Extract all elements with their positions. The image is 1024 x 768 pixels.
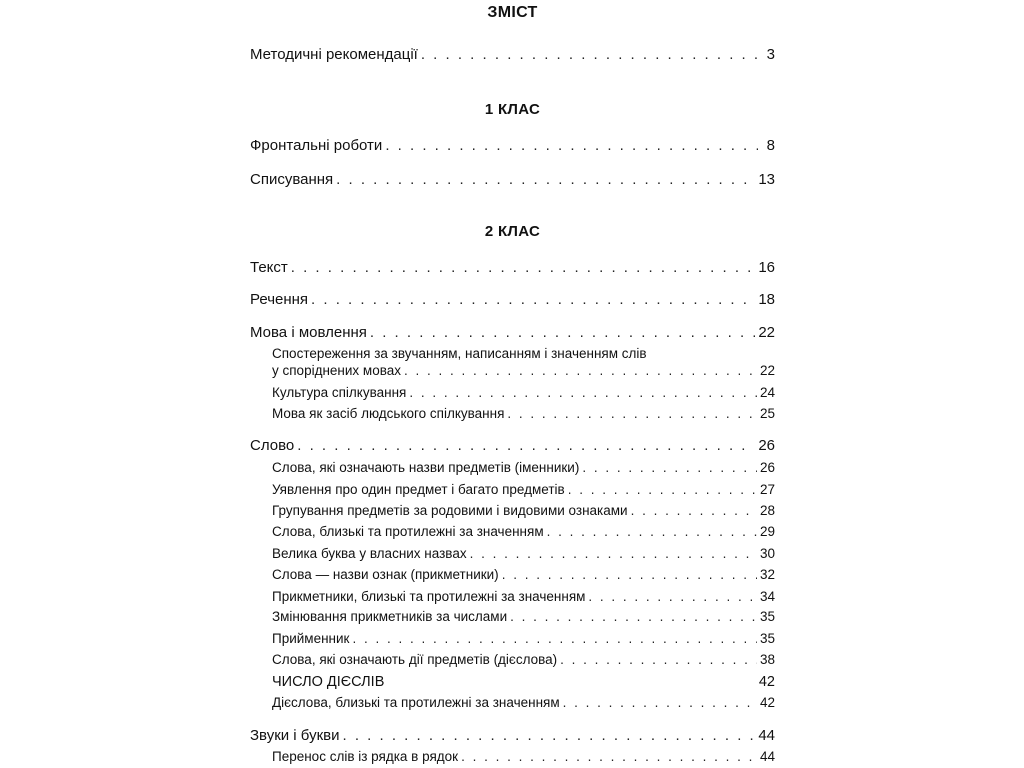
toc-entry [250,171,775,189]
toc-entry-page: 3 [766,46,775,63]
toc-entry-page: 42 [758,674,775,690]
toc-leader-dots [588,588,757,606]
toc-subentry [272,481,775,499]
toc-leader-dots [311,291,755,309]
toc-leader-dots [352,630,757,648]
toc-entry-page: 26 [758,437,775,454]
toc-leader-dots [409,384,757,402]
toc-entry-page: 22 [759,363,775,378]
toc-entry [250,437,775,455]
toc-subentry [272,362,775,380]
toc-entry-page: 22 [758,324,775,341]
toc-leader-dots [563,694,757,712]
toc-entry-page: 34 [759,589,775,604]
toc-entry-label: Фронтальні роботи [250,137,383,154]
toc-entry-label: у споріднених мовах [272,363,401,378]
toc-leader-dots [421,46,758,64]
toc-entry-page: 42 [759,695,775,710]
toc-entry-label: Слова, близькі та протилежні за значенням [272,524,544,539]
toc-entry [250,259,775,277]
toc-entry-label: ЧИСЛО ДІЄСЛІВ [272,674,385,690]
toc-leader-dots [560,651,757,669]
toc-entry-page: 38 [759,652,775,667]
toc-subentry [272,384,775,402]
toc-subentry [272,608,775,626]
toc-subentry-label-line1: Спостереження за звучанням, написанням і значенням слів [272,346,647,361]
toc-entry-page: 44 [759,749,775,764]
toc-entry-page: 8 [766,137,775,154]
toc-entry-label: Мова як засіб людського спілкування [272,406,505,421]
toc-entry-label: Групування предметів за родовими і видовими ознаками [272,503,628,518]
toc-entry-label: Прикметники, близькі та протилежні за значенням [272,589,586,604]
toc-entry-label: Слово [250,437,295,454]
toc-entry-page: 44 [758,727,775,744]
toc-subentry [272,694,775,712]
toc-leader-dots [461,748,757,766]
toc-leader-dots [470,545,757,563]
toc-entry [250,727,775,745]
toc-subentry [272,673,775,691]
toc-entry [250,137,775,155]
toc-entry-label: Слова, які означають назви предметів (іменники) [272,460,580,475]
toc-leader-dots [568,481,757,499]
toc-subentry [272,545,775,563]
toc-subentry [272,523,775,541]
toc-leader-dots [336,171,755,189]
toc-entry-label: Звуки і букви [250,727,340,744]
toc-leader-dots [582,459,757,477]
toc-entry-label: Велика буква у власних назвах [272,546,467,561]
toc-entry-intro [250,46,775,64]
toc-entry-page: 27 [759,482,775,497]
toc-entry-page: 30 [759,546,775,561]
toc-entry-label: Перенос слів із рядка в рядок [272,749,459,764]
toc-entry [250,324,775,342]
toc-entry-label: Методичні рекомендації [250,46,418,63]
toc-subentry [272,459,775,477]
toc-entry-label: Слова, які означають дії предметів (дієслова) [272,652,558,667]
toc-entry-label: Речення [250,291,309,308]
grade1-heading: 1 КЛАС [484,101,541,118]
toc-leader-dots [547,523,757,541]
toc-subentry [272,748,775,766]
toc-subentry [272,630,775,648]
toc-leader-dots [502,566,757,584]
toc-entry-label: Уявлення про один предмет і багато предметів [272,482,565,497]
toc-entry-page: 26 [759,460,775,475]
toc-entry-page: 35 [759,631,775,646]
toc-entry-label: Культура спілкування [272,385,407,400]
toc-entry-page: 29 [759,524,775,539]
toc-subentry [272,405,775,423]
toc-entry-page: 18 [758,291,775,308]
toc-entry-page: 24 [759,385,775,400]
toc-leader-dots [297,437,755,455]
toc-entry-page: 28 [759,503,775,518]
toc-entry-label: Дієслова, близькі та протилежні за значенням [272,695,560,710]
toc-entry-label: Списування [250,171,334,188]
toc-subentry [272,651,775,669]
toc-subentry [272,588,775,606]
toc-subentry [272,566,775,584]
toc-entry-page: 25 [759,406,775,421]
toc-leader-dots [507,405,757,423]
toc-entry-label: Змінювання прикметників за числами [272,609,508,624]
toc-entry-page: 35 [759,609,775,624]
toc-subentry [272,502,775,520]
toc-entry-label: Текст [250,259,288,276]
toc-leader-dots [385,137,758,155]
toc-entry-page: 13 [758,171,775,188]
toc-entry-label: Прийменник [272,631,350,646]
toc-entry-page: 32 [759,567,775,582]
grade2-heading: 2 КЛАС [484,223,541,240]
toc-leader-dots [342,727,755,745]
toc-entry [250,291,775,309]
toc-entry-label: Слова — назви ознак (прикметники) [272,567,499,582]
toc-leader-dots [631,502,757,520]
toc-leader-dots [291,259,756,277]
toc-leader-dots [510,608,757,626]
toc-leader-dots [370,324,755,342]
toc-entry-page: 16 [758,259,775,276]
toc-title: ЗМІСТ [487,4,538,21]
toc-entry-label: Мова і мовлення [250,324,367,341]
toc-leader-dots [404,362,757,380]
